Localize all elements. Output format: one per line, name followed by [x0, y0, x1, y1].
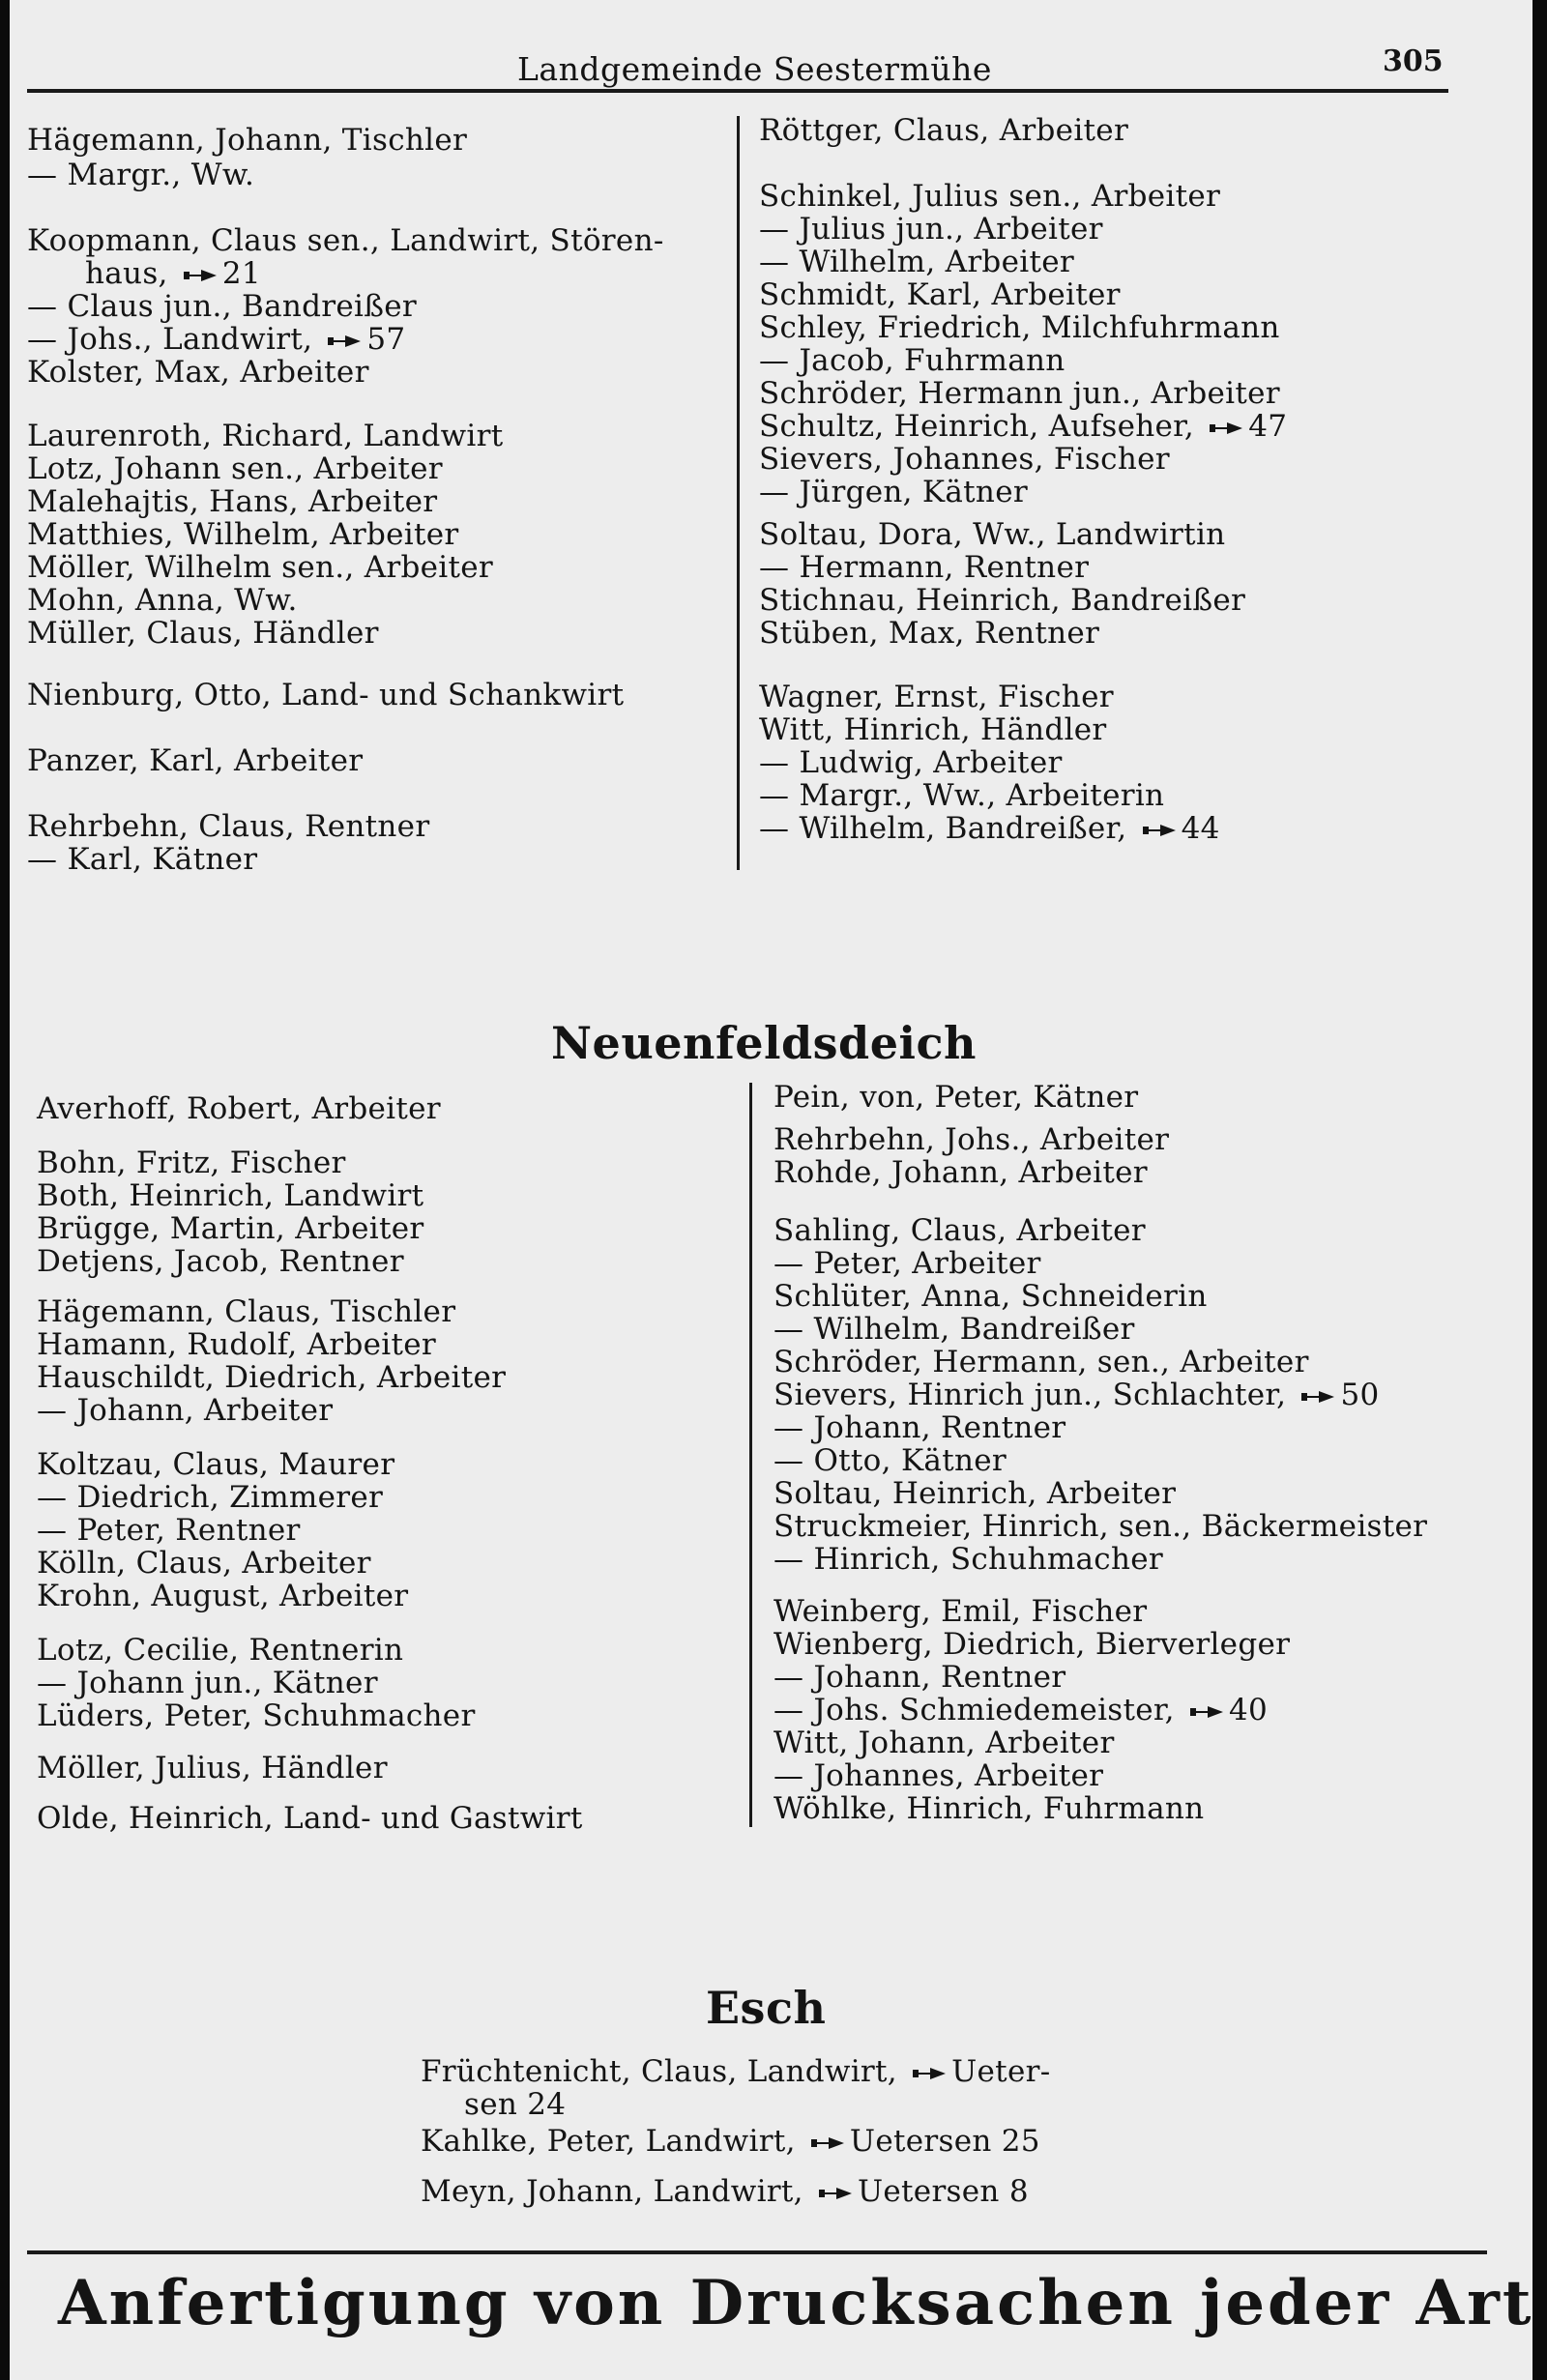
directory-entry [27, 224, 664, 257]
directory-entry [774, 1379, 1379, 1411]
entry-text: sen 24 [464, 2087, 567, 2122]
page-header-title: Landgemeinde Seestermühe [517, 50, 992, 88]
directory-entry [37, 1179, 423, 1212]
entry-text: — Jürgen, Kätner [759, 475, 1028, 509]
directory-entry [37, 1752, 388, 1785]
directory-entry [27, 584, 298, 617]
directory-entry [37, 1361, 506, 1394]
directory-entry [759, 278, 1121, 311]
directory-entry [774, 1444, 1007, 1477]
entry-text: Wagner, Ernst, Fischer [759, 680, 1114, 714]
telephone-icon [1208, 421, 1244, 436]
entry-text: Both, Heinrich, Landwirt [37, 1178, 424, 1213]
directory-entry [774, 1661, 1065, 1694]
entry-text: Brügge, Martin, Arbeiter [37, 1211, 424, 1246]
phone-number: Uetersen 25 [849, 2124, 1040, 2159]
entry-text: Koopmann, Claus sen., Landwirt, Stören- [27, 223, 664, 258]
directory-entry [759, 746, 1063, 779]
entry-text: — Johs., Landwirt, [27, 322, 323, 357]
directory-entry [774, 1727, 1115, 1759]
directory-entry [759, 551, 1089, 584]
directory-entry [37, 1212, 424, 1245]
directory-entry [759, 713, 1107, 746]
directory-entry [37, 1699, 476, 1732]
directory-entry [759, 681, 1114, 713]
entry-text: — Johs. Schmiedemeister, [774, 1693, 1184, 1727]
entry-text: — Hermann, Rentner [759, 550, 1090, 585]
directory-entry [759, 311, 1280, 344]
entry-text: — Margr., Ww., Arbeiterin [759, 778, 1165, 813]
directory-entry [774, 1280, 1208, 1313]
directory-entry [774, 1510, 1427, 1543]
header-rule [27, 89, 1448, 93]
directory-entry [27, 420, 504, 452]
entry-text: Kahlke, Peter, Landwirt, [421, 2124, 805, 2159]
directory-entry [37, 1295, 455, 1328]
phone-number: 50 [1340, 1378, 1380, 1412]
directory-entry [37, 1481, 383, 1514]
directory-entry [27, 518, 459, 551]
entry-text: Struckmeier, Hinrich, sen., Bäckermeister [774, 1509, 1428, 1544]
column-divider-middle [749, 1083, 752, 1827]
entry-text: Hauschildt, Diedrich, Arbeiter [37, 1360, 507, 1395]
directory-entry [774, 1792, 1204, 1825]
directory-entry [759, 779, 1164, 812]
directory-entry [37, 1514, 301, 1547]
entry-text: — Jacob, Fuhrmann [759, 343, 1065, 378]
entry-text: Rehrbehn, Johs., Arbeiter [774, 1122, 1170, 1157]
entry-text: Meyn, Johann, Landwirt, [421, 2174, 813, 2209]
directory-entry [759, 617, 1099, 650]
entry-text: — Otto, Kätner [774, 1443, 1007, 1478]
entry-text: Matthies, Wilhelm, Arbeiter [27, 517, 459, 552]
entry-text: Stüben, Max, Rentner [759, 616, 1100, 651]
entry-text: Schmidt, Karl, Arbeiter [759, 277, 1121, 312]
directory-entry [37, 1580, 408, 1612]
phone-number: 21 [221, 256, 261, 291]
directory-entry [774, 1214, 1146, 1247]
entry-text: Sievers, Johannes, Fischer [759, 442, 1170, 477]
phone-number: 47 [1248, 409, 1288, 444]
entry-text: Pein, von, Peter, Kätner [774, 1080, 1139, 1115]
entry-text: Schinkel, Julius sen., Arbeiter [759, 179, 1221, 214]
phone-number: 57 [366, 322, 406, 357]
entry-text: — Claus jun., Bandreißer [27, 289, 418, 324]
directory-entry [774, 1081, 1138, 1114]
directory-entry [774, 1694, 1268, 1727]
directory-entry [37, 1448, 394, 1481]
telephone-icon [1299, 1389, 1336, 1405]
entry-text: Sievers, Hinrich jun., Schlachter, [774, 1378, 1297, 1412]
section-title-neuenfeldsdeich: Neuenfeldsdeich [551, 1017, 977, 1069]
entry-text: Kolster, Max, Arbeiter [27, 355, 369, 390]
entry-text: Lotz, Johann sen., Arbeiter [27, 451, 443, 486]
entry-text: — Johann, Rentner [774, 1660, 1066, 1695]
entry-text: — Margr., Ww. [27, 158, 255, 192]
directory-entry [774, 1313, 1135, 1346]
directory-entry [759, 443, 1170, 476]
telephone-icon [809, 2135, 846, 2151]
entry-text: — Julius jun., Arbeiter [759, 212, 1103, 247]
page-number: 305 [1383, 44, 1444, 78]
directory-entry [27, 356, 369, 389]
entry-text: Witt, Johann, Arbeiter [774, 1726, 1115, 1760]
directory-entry [27, 290, 417, 323]
entry-text: Detjens, Jacob, Rentner [37, 1244, 404, 1279]
directory-entry [27, 257, 261, 290]
entry-text: Hamann, Rudolf, Arbeiter [37, 1327, 436, 1362]
directory-entry [421, 2125, 1040, 2158]
telephone-icon [911, 2066, 948, 2081]
entry-text: — Johann, Rentner [774, 1410, 1066, 1445]
entry-text: Nienburg, Otto, Land- und Schankwirt [27, 678, 625, 712]
entry-text: Krohn, August, Arbeiter [37, 1579, 409, 1613]
footer-advertisement: Anfertigung von Drucksachen jeder Art [58, 2267, 1534, 2339]
entry-text: — Karl, Kätner [27, 842, 258, 877]
entry-text: haus, [85, 256, 178, 291]
entry-text: Bohn, Fritz, Fischer [37, 1146, 346, 1180]
directory-entry [27, 617, 379, 650]
entry-text: Witt, Hinrich, Händler [759, 712, 1107, 747]
entry-text: Röttger, Claus, Arbeiter [759, 113, 1129, 148]
entry-text: — Diedrich, Zimmerer [37, 1480, 384, 1515]
telephone-icon [326, 334, 363, 349]
directory-entry [774, 1628, 1290, 1661]
entry-text: Rehrbehn, Claus, Rentner [27, 809, 430, 844]
entry-text: Schröder, Hermann jun., Arbeiter [759, 376, 1280, 411]
directory-entry [759, 812, 1220, 845]
directory-entry [759, 518, 1225, 551]
directory-entry [759, 246, 1074, 278]
directory-entry [37, 1634, 403, 1667]
entry-text: Rohde, Johann, Arbeiter [774, 1155, 1148, 1190]
directory-page [10, 0, 1532, 2380]
entry-text: Möller, Julius, Händler [37, 1751, 388, 1785]
entry-text: Lüders, Peter, Schuhmacher [37, 1698, 476, 1733]
directory-entry [759, 180, 1220, 213]
directory-entry [27, 843, 257, 876]
entry-text: Schröder, Hermann, sen., Arbeiter [774, 1345, 1309, 1379]
entry-text: Soltau, Dora, Ww., Landwirtin [759, 517, 1226, 552]
directory-entry [37, 1394, 333, 1427]
entry-text: — Wilhelm, Bandreißer, [759, 811, 1137, 846]
entry-text: Schlüter, Anna, Schneiderin [774, 1279, 1208, 1314]
directory-entry [774, 1156, 1148, 1189]
directory-entry [421, 2088, 566, 2121]
directory-entry [27, 744, 363, 777]
directory-entry [759, 114, 1128, 147]
entry-text: — Johann, Arbeiter [37, 1393, 334, 1428]
directory-entry [27, 159, 254, 191]
directory-entry [774, 1247, 1041, 1280]
entry-text: Möller, Wilhelm sen., Arbeiter [27, 550, 494, 585]
entry-text: Mohn, Anna, Ww. [27, 583, 298, 618]
directory-entry [759, 213, 1103, 246]
directory-entry [774, 1346, 1309, 1379]
entry-text: Hägemann, Johann, Tischler [27, 123, 468, 158]
entry-text: Wöhlke, Hinrich, Fuhrmann [774, 1791, 1205, 1826]
entry-text: Kölln, Claus, Arbeiter [37, 1546, 371, 1581]
directory-entry [759, 344, 1065, 377]
entry-text: Müller, Claus, Händler [27, 616, 379, 651]
telephone-icon [182, 268, 219, 283]
entry-text: — Peter, Arbeiter [774, 1246, 1041, 1281]
directory-entry [37, 1328, 436, 1361]
directory-entry [27, 452, 443, 485]
directory-entry [421, 2175, 1029, 2208]
entry-text: Früchtenicht, Claus, Landwirt, [421, 2054, 908, 2089]
entry-text: Soltau, Heinrich, Arbeiter [774, 1476, 1177, 1511]
entry-text: — Wilhelm, Arbeiter [759, 245, 1074, 279]
phone-number: 40 [1228, 1693, 1268, 1727]
directory-entry [37, 1146, 346, 1179]
directory-entry [774, 1411, 1065, 1444]
entry-text: Olde, Heinrich, Land- und Gastwirt [37, 1801, 583, 1836]
directory-entry [27, 124, 467, 157]
directory-entry [27, 679, 624, 711]
directory-entry [37, 1802, 583, 1835]
directory-entry [421, 2055, 1050, 2088]
directory-entry [27, 551, 493, 584]
directory-entry [37, 1092, 441, 1125]
entry-text: Schultz, Heinrich, Aufseher, [759, 409, 1205, 444]
entry-text: — Wilhelm, Bandreißer [774, 1312, 1135, 1347]
entry-text: Hägemann, Claus, Tischler [37, 1294, 456, 1329]
entry-text: — Ludwig, Arbeiter [759, 745, 1063, 780]
directory-entry [37, 1547, 371, 1580]
entry-text: Sahling, Claus, Arbeiter [774, 1213, 1146, 1248]
entry-text: Weinberg, Emil, Fischer [774, 1594, 1148, 1629]
entry-text: — Peter, Rentner [37, 1513, 301, 1548]
entry-text: Laurenroth, Richard, Landwirt [27, 419, 504, 453]
directory-entry [27, 810, 429, 843]
telephone-icon [817, 2186, 854, 2201]
entry-text: — Hinrich, Schuhmacher [774, 1542, 1164, 1577]
footer-rule [27, 2250, 1487, 2254]
directory-entry [759, 476, 1028, 508]
telephone-icon [1141, 823, 1178, 838]
entry-text: Lotz, Cecilie, Rentnerin [37, 1633, 404, 1668]
directory-entry [774, 1123, 1169, 1156]
directory-entry [37, 1245, 404, 1278]
directory-entry [774, 1477, 1176, 1510]
directory-entry [37, 1667, 378, 1699]
entry-text: Wienberg, Diedrich, Bierverleger [774, 1627, 1291, 1662]
entry-text: — Johannes, Arbeiter [774, 1758, 1104, 1793]
directory-entry [27, 485, 437, 518]
entry-text: Stichnau, Heinrich, Bandreißer [759, 583, 1246, 618]
entry-text: Koltzau, Claus, Maurer [37, 1447, 395, 1482]
directory-entry [759, 584, 1245, 617]
phone-number: Ueter- [951, 2054, 1051, 2089]
directory-entry [759, 377, 1280, 410]
directory-entry [774, 1759, 1103, 1792]
directory-entry [774, 1543, 1163, 1576]
phone-number: 44 [1181, 811, 1220, 846]
entry-text: Schley, Friedrich, Milchfuhrmann [759, 310, 1280, 345]
entry-text: Malehajtis, Hans, Arbeiter [27, 484, 438, 519]
section-title-esch: Esch [706, 1982, 827, 2034]
directory-entry [27, 323, 405, 356]
entry-text: Averhoff, Robert, Arbeiter [37, 1091, 441, 1126]
directory-entry [759, 410, 1287, 443]
column-divider-top [737, 116, 740, 870]
entry-text: Panzer, Karl, Arbeiter [27, 743, 364, 778]
entry-text: — Johann jun., Kätner [37, 1666, 378, 1700]
telephone-icon [1188, 1704, 1225, 1720]
directory-entry [774, 1595, 1147, 1628]
phone-number: Uetersen 8 [857, 2174, 1029, 2209]
